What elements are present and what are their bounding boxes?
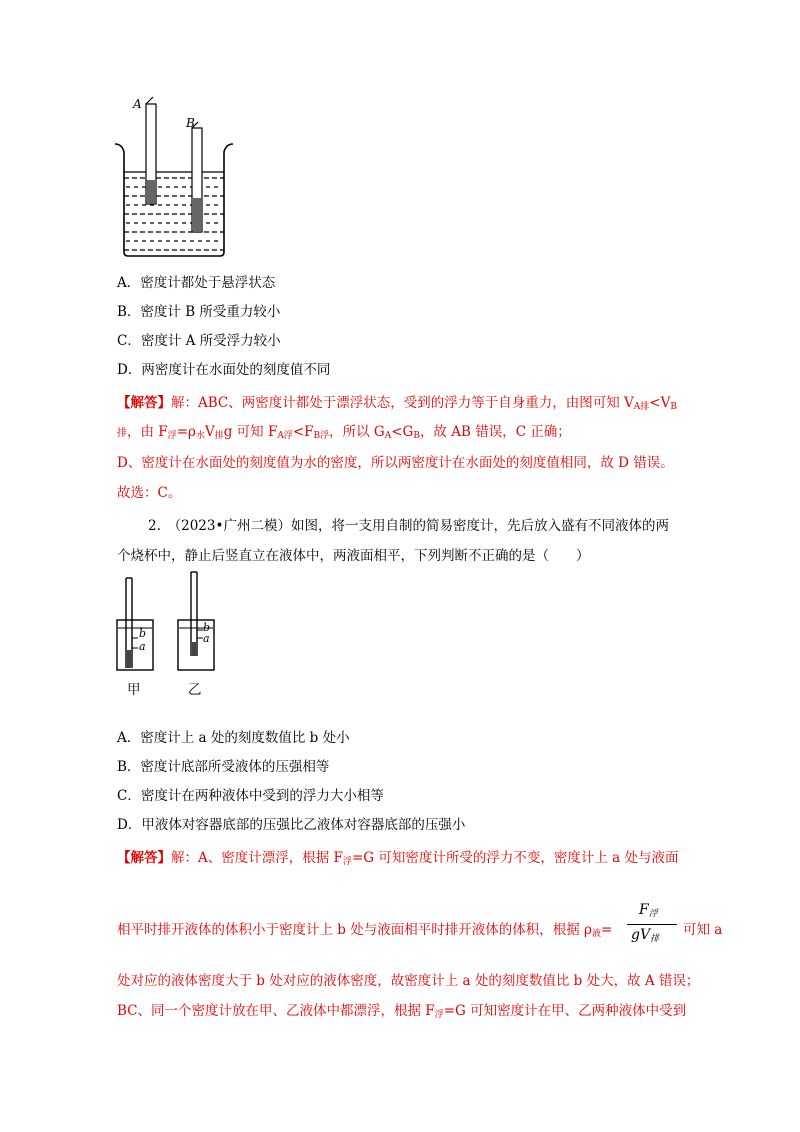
fig2-right-label-a: a — [203, 632, 210, 645]
q2-answer-line-3: 处对应的液体密度大于 b 处对应的液体密度，故密度计上 a 处的刻度数值比 b 处大，故 A 错误； — [117, 973, 700, 989]
q2-option-b: B．密度计底部所受液体的压强相等 — [117, 759, 330, 775]
q1-answer-line-4: 故选：C。 — [117, 485, 182, 501]
q1-answer-tag: 【解答】 — [117, 395, 171, 411]
q2-option-d: D．甲液体对容器底部的压强比乙液体对容器底部的压强小 — [117, 817, 466, 833]
fig2-caption-left: 甲 — [127, 682, 141, 698]
fig2-caption-right: 乙 — [188, 682, 202, 698]
hydrometer-a-label: A — [133, 97, 142, 111]
q1-option-d: D．两密度计在水面处的刻度值不同 — [117, 362, 331, 378]
beakers-figure-2 — [112, 570, 232, 675]
q1-answer-line-2: 排，由 $F_浮=\rho_水V_排g$ 可知 $F_{A浮}<F_{B浮}$，所以 $G_A<G_B$，故 AB 错误，C 正确； — [117, 424, 571, 441]
q2-stem-line-1: 2. （2023•广州二模）如图，将一支用自制的简易密度计，先后放入盛有不同液体的两 — [148, 518, 669, 534]
q2-option-c: C．密度计在两种液体中受到的浮力大小相等 — [117, 788, 384, 804]
fig2-right-label-b: b — [203, 621, 211, 634]
fraction-bar — [627, 924, 677, 925]
q1-option-c: C．密度计 A 所受浮力较小 — [117, 333, 281, 349]
q1-answer-line-1: 【解答】解：ABC、两密度计都处于漂浮状态，受到的浮力等于自身重力，由图可知 $V_{A排}<V_B$ — [117, 395, 677, 412]
q1-option-b: B．密度计 B 所受重力较小 — [117, 304, 281, 320]
fig2-left-label-a: a — [139, 640, 146, 653]
q2-answer-line-4: BC、同一个密度计放在甲、乙液体中都漂浮，根据 $F_浮=G$ 可知密度计在甲、乙两种液体中受到 — [117, 1003, 687, 1020]
beaker-figure-1 — [112, 92, 237, 262]
q2-answer-tag: 【解答】 — [117, 850, 171, 866]
density-fraction: $F_浮$ $gV_排$ — [625, 902, 683, 952]
q2-stem-line-2: 个烧杯中，静止后竖直立在液体中，两液面相平，下列判断不正确的是（ ） — [117, 548, 590, 564]
hydrometer-b-label: B — [186, 116, 195, 130]
q2-answer-line-1: 【解答】解：A、密度计漂浮，根据 $F_浮=G$ 可知密度计所受的浮力不变，密度计上 a 处与液面 — [117, 850, 679, 867]
q1-option-a: A．密度计都处于悬浮状态 — [117, 275, 276, 291]
q2-answer-line-2-tail: 可知 a — [683, 922, 723, 938]
q2-answer-line-2: 相平时排开液体的体积小于密度计上 b 处与液面相平时排开液体的体积，根据 $\rho_液=$ — [117, 922, 613, 939]
fig2-left-label-b: b — [139, 627, 147, 640]
q2-option-a: A．密度计上 a 处的刻度数值比 b 处小 — [117, 730, 350, 746]
q1-answer-line-3: D、密度计在水面处的刻度值为水的密度，所以两密度计在水面处的刻度值相同，故 D 错误。 — [117, 455, 674, 471]
